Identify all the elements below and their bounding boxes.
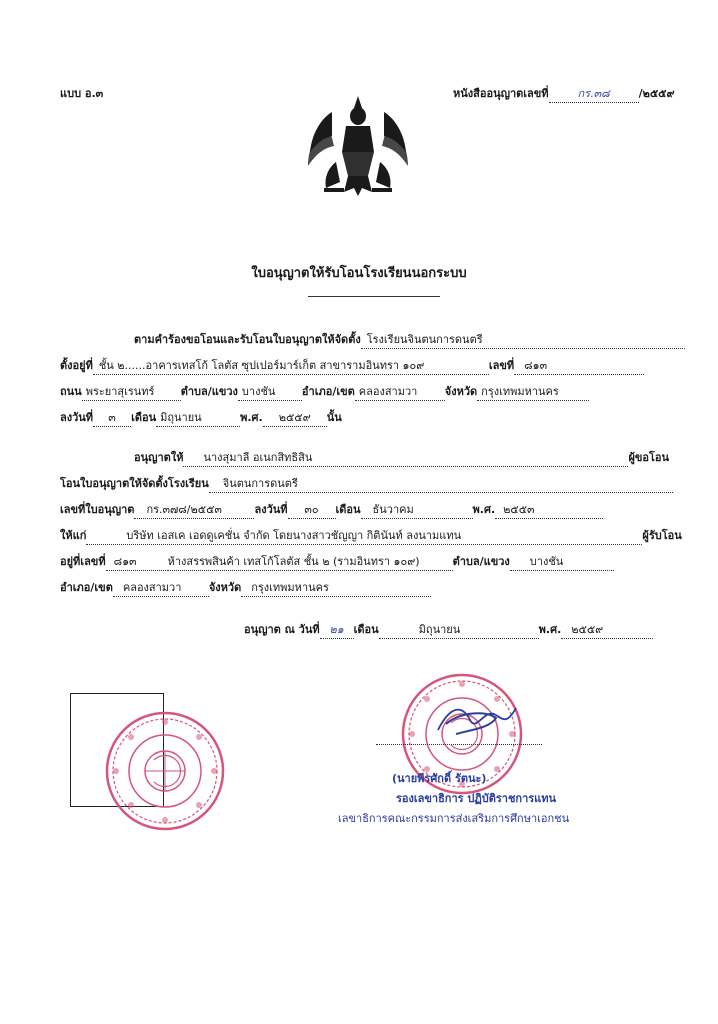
signer-position-1: รองเลขาธิการ ปฏิบัติราชการแทน — [396, 792, 557, 805]
signer-position-2: เลขาธิการคณะกรรมการส่งเสริมการศึกษาเอกชน — [338, 812, 570, 825]
year-label-2: พ.ศ. — [472, 503, 496, 516]
subdistrict-label: ตำบล/แขวง — [180, 385, 238, 398]
road-value: พระยาสุเรนทร์ — [82, 382, 181, 401]
left-seal-icon — [104, 710, 226, 832]
garuda-emblem-icon — [302, 92, 414, 204]
issue-year: ๒๕๕๙ — [561, 620, 653, 639]
year-value: ๒๕๕๙ — [263, 408, 327, 427]
month-label: เดือน — [131, 411, 157, 424]
form-code: แบบ อ.๓ — [60, 87, 104, 100]
para2-line5 — [60, 552, 685, 571]
para2-line4 — [60, 526, 685, 545]
school-name: โรงเรียนจินตนการดนตรี — [361, 330, 685, 349]
signature-line — [376, 744, 542, 745]
number-label: เลขที่ — [488, 359, 515, 372]
province-value-2: กรุงเทพมหานคร — [241, 578, 431, 597]
para2-line1 — [60, 448, 685, 467]
address-label: ตั้งอยู่ที่ — [60, 359, 93, 372]
para1-line4 — [60, 408, 685, 427]
located-value: ห้างสรรพสินค้า เทสโก้โลตัส ชั้น ๒ (รามอินทรา ๑๐๙) — [168, 552, 453, 571]
para1-line2 — [60, 356, 685, 375]
day-value-2: ๓๐ — [288, 500, 336, 519]
end-word: นั้น — [326, 411, 342, 424]
issue-month: มิถุนายน — [379, 620, 539, 639]
license-value: กร.๓๗๘/๒๕๕๓ — [134, 500, 254, 519]
located-no: ๘๑๓ — [106, 552, 168, 571]
transferor-label: ผู้ขอโอน — [628, 451, 670, 464]
issue-year-label: พ.ศ. — [538, 623, 562, 636]
license-label: เลขที่ใบอนุญาต — [60, 503, 135, 516]
subdistrict-label-2: ตำบล/แขวง — [452, 555, 510, 568]
month-value-2: ธันวาคม — [361, 500, 473, 519]
month-value: มิถุนายน — [156, 408, 240, 427]
road-label: ถนน — [60, 385, 82, 398]
date-label-2: ลงวันที่ — [254, 503, 288, 516]
para2-line3 — [60, 500, 685, 519]
permit-number-label: หนังสืออนุญาตเลขที่ — [453, 87, 549, 100]
number-value: ๘๑๓ — [514, 356, 644, 375]
province-label-2: จังหวัด — [208, 581, 242, 594]
subdistrict-value: บางชัน — [238, 382, 302, 401]
signer-name: (นายพีรศักดิ์ รัตนะ) — [392, 772, 487, 785]
issue-date — [244, 620, 653, 639]
title-underline — [308, 296, 440, 297]
document-title: ใบอนุญาตให้รับโอนโรงเรียนนอกระบบ — [251, 266, 467, 281]
permit-number-suffix: /๒๕๕๙ — [638, 87, 675, 100]
district-value-2: คลองสามวา — [113, 578, 209, 597]
date-label: ลงวันที่ — [60, 411, 94, 424]
para1-line1 — [60, 330, 685, 349]
address-value: ชั้น ๒......อาคารเทสโก้ โลตัส ซุปเปอร์มาร์เก็ต สาขารามอินทรา ๑๐๙ — [93, 356, 489, 375]
district-value: คลองสามวา — [355, 382, 445, 401]
school-value: จินตนการดนตรี — [209, 474, 673, 493]
para1-line3 — [60, 382, 685, 401]
subdistrict-value-2: บางชัน — [510, 552, 614, 571]
district-label: อำเภอ/เขต — [301, 385, 355, 398]
issue-month-label: เดือน — [353, 623, 379, 636]
transferee-label: ผู้รับโอน — [642, 529, 682, 542]
transferee-value: บริษัท เอสเค เอดดูเคชั่น จำกัด โดยนางสาวชัญญา กิตินันท์ ลงนามแทน — [86, 526, 642, 545]
permit-label: อนุญาตให้ — [134, 451, 184, 464]
permit-number — [453, 84, 675, 103]
year-label: พ.ศ. — [240, 411, 263, 424]
located-label: อยู่ที่เลขที่ — [60, 555, 106, 568]
para2-line2 — [60, 474, 685, 493]
month-label-2: เดือน — [335, 503, 361, 516]
year-value-2: ๒๕๕๓ — [495, 500, 603, 519]
para2-line6 — [60, 578, 685, 597]
request-label: ตามคำร้องขอโอนและรับโอนใบอนุญาตให้จัดตั้ง — [134, 333, 361, 346]
province-label: จังหวัด — [444, 385, 478, 398]
district-label-2: อำเภอ/เขต — [60, 581, 113, 594]
transferor-name: นางสุมาลี อเนกสิทธิสิน — [183, 448, 628, 467]
issue-day: ๒๑ — [320, 620, 354, 639]
day-value: ๓ — [93, 408, 131, 427]
province-value: กรุงเทพมหานคร — [477, 382, 589, 401]
issue-label: อนุญาต ณ วันที่ — [244, 623, 320, 636]
permit-number-value: กร.๓๘ — [549, 84, 639, 103]
to-label: ให้แก่ — [60, 529, 87, 542]
handwritten-signature-icon — [432, 700, 522, 740]
school-label: โอนใบอนุญาตให้จัดตั้งโรงเรียน — [60, 477, 209, 490]
